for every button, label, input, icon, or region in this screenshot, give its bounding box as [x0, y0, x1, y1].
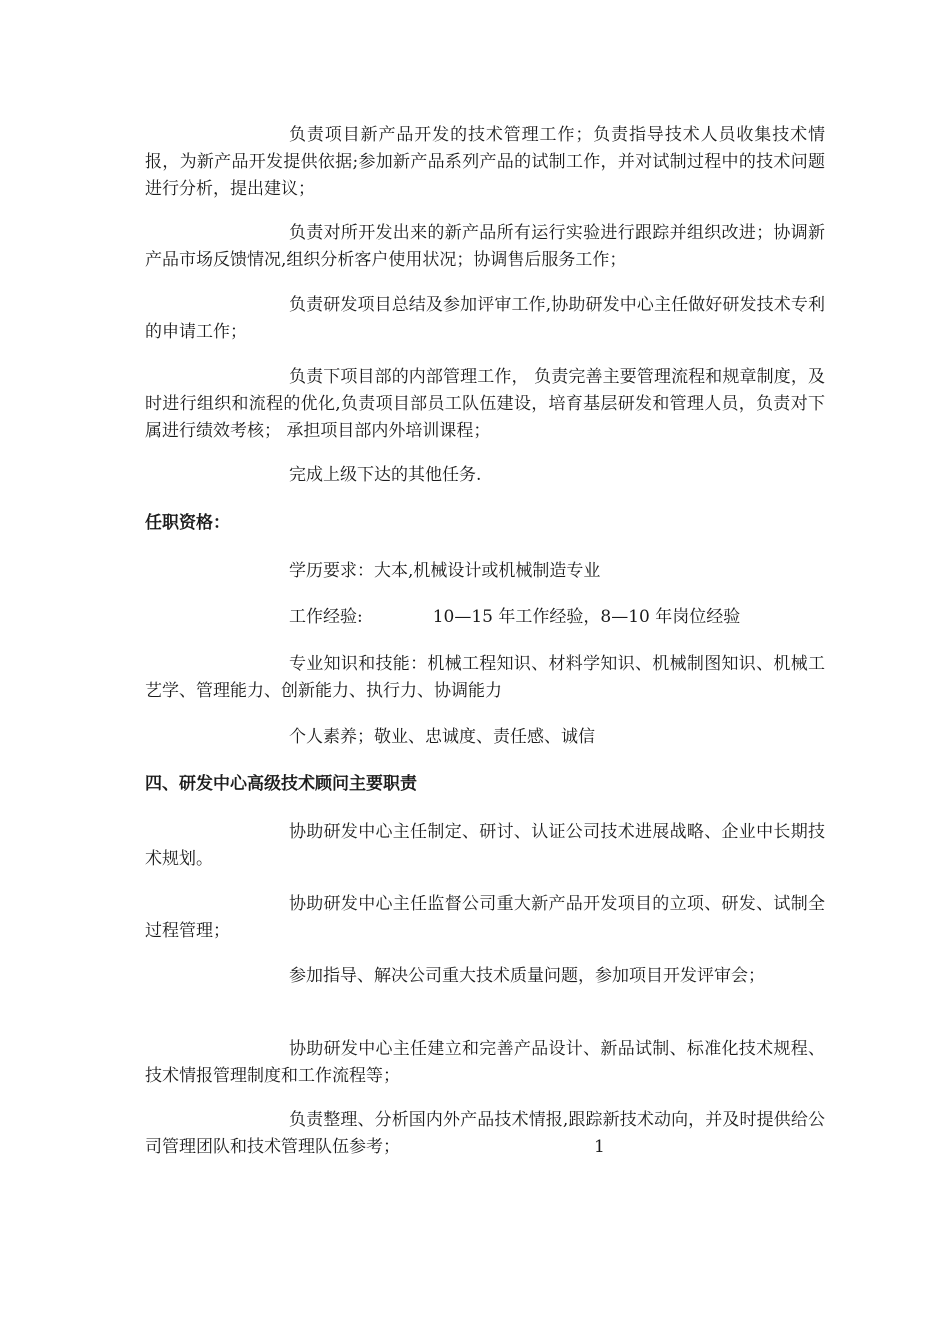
paragraph-tech-management: 负责项目新产品开发的技术管理工作；负责指导技术人员收集技术情报，为新产品开发提供依据;参加新产品系列产品的试制工作，并对试制过程中的技术问题进行分析，提出建议； [145, 125, 825, 199]
section-four-item: 参加指导、解决公司重大技术质量问题，参加项目开发评审会； [289, 966, 765, 986]
qualification-experience [145, 604, 825, 631]
experience-value: 10—15 年工作经验，8—10 年岗位经验 [432, 607, 741, 627]
section-four-item: 协助研发中心主任制定、研讨、认证公司技术进展战略、企业中长期技术规划。 [145, 822, 825, 869]
experience-label: 工作经验: [289, 607, 363, 627]
section-four-item: 协助研发中心主任建立和完善产品设计、新品试制、标准化技术规程、技术情报管理制度和工作流程等； [145, 1039, 825, 1086]
heading-section-four: 四、研发中心高级技术顾问主要职责 [145, 774, 417, 794]
qualification-qualities: 个人素养；敬业、忠诚度、责任感、诚信 [289, 727, 595, 747]
qualification-education: 学历要求：大本,机械设计或机械制造专业 [289, 561, 601, 581]
paragraph-other-tasks: 完成上级下达的其他任务. [289, 465, 482, 485]
paragraph-review-patent: 负责研发项目总结及参加评审工作,协助研发中心主任做好研发技术专利的申请工作； [145, 295, 825, 342]
section-four-item: 负责整理、分析国内外产品技术情报,跟踪新技术动向，并及时提供给公司管理团队和技术管理队伍参考； [145, 1110, 825, 1157]
paragraph-tracking-improvement: 负责对所开发出来的新产品所有运行实验进行跟踪并组织改进；协调新产品市场反馈情况,组织分析客户使用状况；协调售后服务工作； [145, 223, 825, 270]
paragraph-internal-management: 负责下项目部的内部管理工作， 负责完善主要管理流程和规章制度，及时进行组织和流程的优化,负责项目部员工队伍建设，培育基层研发和管理人员，负责对下属进行绩效考核； 承担项目部内外培训课程； [145, 367, 825, 441]
heading-qualifications: 任职资格： [145, 513, 230, 533]
qualification-skills: 专业知识和技能：机械工程知识、材料学知识、机械制图知识、机械工艺学、管理能力、创新能力、执行力、协调能力 [145, 654, 825, 701]
section-four-item: 协助研发中心主任监督公司重大新产品开发项目的立项、研发、试制全过程管理； [145, 894, 825, 941]
page-number: 1 [594, 1137, 605, 1157]
